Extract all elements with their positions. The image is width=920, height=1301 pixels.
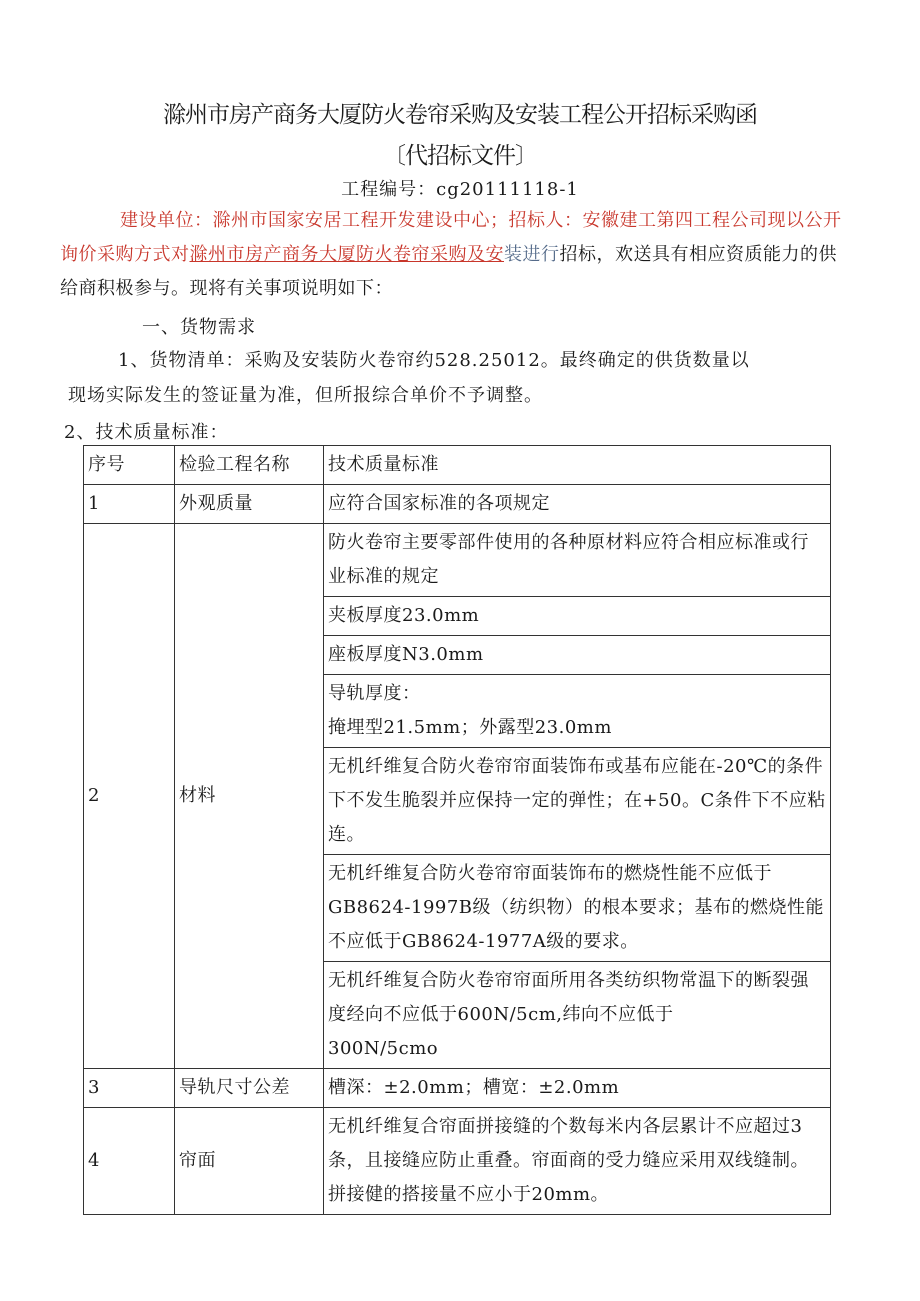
row-number: 1 [84,485,175,524]
row-item-name: 帘面 [175,1108,324,1215]
table-row [84,485,831,524]
row-item-name: 外观质量 [175,485,324,524]
row-standard: 槽深：±2.0mm；槽宽：±2.0mm [324,1069,831,1108]
row-standard: 座板厚度N3.0mm [324,636,831,675]
section-heading: 一、货物需求 [142,317,256,338]
intro-paragraph [60,204,850,306]
item2-heading: 2、技术质量标准： [64,422,229,443]
item1-line2: 现场实际发生的签证量为准，但所报综合单价不予调整。 [68,385,543,406]
strength-text-tail: 300N/5cmo [328,1038,439,1059]
document-title: 滁州市房产商务大厦防火卷帘采购及安装工程公开招标采购函 [163,102,757,128]
header-cell: 检验工程名称 [175,446,324,485]
row-standard: 应符合国家标准的各项规定 [324,485,831,524]
intro-rest: 招标，欢送具有相应资质能力的供给商积极参与。现将有关事项说明如下： [60,244,837,299]
row-item-name: 导轨尺寸公差 [175,1069,324,1108]
row-number: 3 [84,1069,175,1108]
rail-thickness-label: 导轨厚度： [328,683,421,704]
row-standard: 无机纤维复合防火卷帘帘面装饰布或基布应能在-20℃的条件下不发生脆裂并应保持一定的弹性；在+50。C条件下不应粘连。 [324,748,831,855]
row-number: 4 [84,1108,175,1215]
table-row [84,1108,831,1215]
header-cell: 技术质量标准 [324,446,831,485]
project-name: 滁州市房产商务大厦防火卷帘采购及安 [189,244,504,265]
document-subtitle: 〔代招标文件〕 [383,143,537,169]
row-item-name: 材料 [175,524,324,1069]
strength-text: 无机纤维复合防火卷帘帘面所用各类纺织物常温下的断裂强度经向不应低于600N/5cm,纬向不应低于 [328,970,809,1025]
table-header-row [84,446,831,485]
row-standard: 无机纤维复合帘面拼接缝的个数每米内各层累计不应超过3条，且接缝应防止重叠。帘面商的受力缝应采用双线缝制。拼接健的搭接量不应小于20mm。 [324,1108,831,1215]
table-row [84,524,831,597]
row-standard [324,962,831,1069]
table-row [84,1069,831,1108]
row-number: 2 [84,524,175,1069]
header-cell: 序号 [84,446,175,485]
project-code: 工程编号：cg20111118-1 [341,179,579,200]
row-standard: 夹板厚度23.0mm [324,597,831,636]
row-standard: 无机纤维复合防火卷帘帘面装饰布的燃烧性能不应低于GB8624-1997B级（纺织物）的根本要求；基布的燃烧性能不应低于GB8624-1977A级的要求。 [324,855,831,962]
row-standard: 防火卷帘主要零部件使用的各种原材料应符合相应标准或行业标准的规定 [324,524,831,597]
row-standard [324,675,831,748]
rail-thickness-values: 掩埋型21.5mm；外露型23.0mm [328,717,612,738]
tech-standard-table [83,445,831,1215]
item1-line1: 1、货物清单：采购及安装防火卷帘约528.25012。最终确定的供货数量以 [118,350,750,371]
project-tail: 装进行 [504,244,560,265]
builder-text: 建设单位：滁州市国家安居工程开发建设中心；招标人：安徽建工第四工程公司现以公开询价采购方式对 [60,210,842,265]
